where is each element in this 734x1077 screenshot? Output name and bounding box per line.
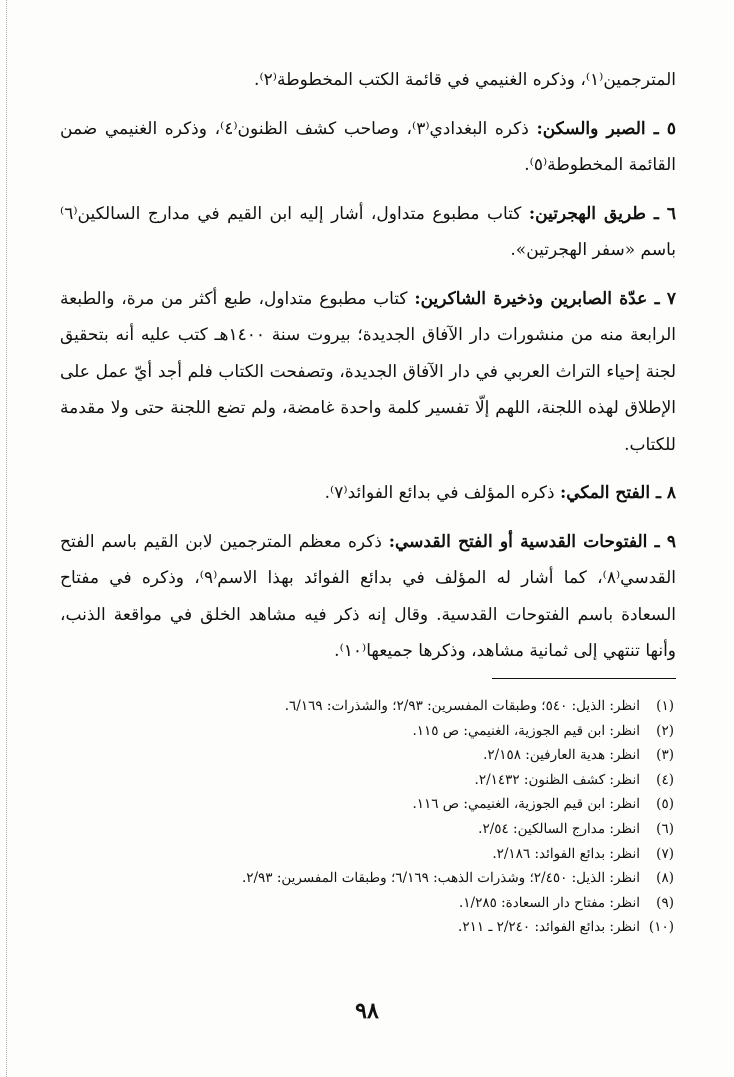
scan-edge-line <box>6 0 8 1077</box>
main-text <box>60 62 676 682</box>
paragraph-text: المترجمين⁽١⁾، وذكره الغنيمي في قائمة الكتب المخطوطة⁽٢⁾. <box>254 70 676 90</box>
footnote-item <box>60 768 674 793</box>
footnote-number: (٧) <box>656 845 674 862</box>
item-heading: ٧ ـ عدّة الصابرين وذخيرة الشاكرين: <box>414 288 677 309</box>
footnote-separator <box>492 678 676 679</box>
footnote-number: (٣) <box>656 747 674 764</box>
footnote-item <box>60 891 674 916</box>
footnote-item <box>60 842 674 867</box>
footnote-number: (٨) <box>656 870 674 887</box>
footnote-text: انظر: ابن قيم الجوزية، الغنيمي: ص ١١٥. <box>412 722 640 739</box>
footnotes-list <box>60 694 674 940</box>
paragraph-item-7 <box>60 281 676 464</box>
paragraph-intro <box>60 62 676 99</box>
footnote-item <box>60 915 674 940</box>
item-heading: ٥ ـ الصبر والسكن: <box>536 118 676 139</box>
footnote-item <box>60 719 674 744</box>
footnote-text: انظر: كشف الظنون: ٢/١٤٣٢. <box>474 771 640 788</box>
paragraph-item-6 <box>60 196 676 269</box>
footnote-text: انظر: ابن قيم الجوزية، الغنيمي: ص ١١٦. <box>412 796 640 813</box>
footnote-number: (٦) <box>656 820 674 837</box>
item-heading: ٦ ـ طريق الهجرتين: <box>528 203 676 224</box>
paragraph-item-5 <box>60 111 676 184</box>
item-heading: ٩ ـ الفتوحات القدسية أو الفتح القدسي: <box>388 531 676 552</box>
page-number: ٩٨ <box>355 998 379 1024</box>
footnote-text: انظر: مفتاح دار السعادة: ١/٢٨٥. <box>458 894 640 911</box>
footnote-item <box>60 866 674 891</box>
footnote-number: (١٠) <box>648 919 674 936</box>
footnote-number: (٤) <box>656 771 674 788</box>
footnote-number: (٢) <box>656 722 674 739</box>
paragraph-item-8 <box>60 475 676 512</box>
paragraph-text: ذكره المؤلف في بدائع الفوائد⁽٧⁾. <box>324 483 555 503</box>
paragraph-text: ذكره البغدادي⁽٣⁾، وصاحب كشف الظنون⁽٤⁾، وذكره الغنيمي ضمن القائمة المخطوطة⁽٥⁾. <box>60 118 676 175</box>
footnote-text: انظر: بدائع الفوائد: ٢/٢٤٠ ـ ٢١١. <box>458 919 640 936</box>
footnote-item <box>60 792 674 817</box>
footnote-text: انظر: بدائع الفوائد: ٢/١٨٦. <box>492 845 640 862</box>
footnote-number: (٩) <box>656 894 674 911</box>
footnote-item <box>60 743 674 768</box>
footnote-text: انظر: مدارج السالكين: ٢/٥٤. <box>478 820 640 837</box>
paragraph-item-9 <box>60 524 676 670</box>
paragraph-text: كتاب مطبوع متداول، أشار إليه ابن القيم في مدارج السالكين⁽٦⁾ باسم «سفر الهجرتين». <box>60 203 676 260</box>
paragraph-text: ذكره معظم المترجمين لابن القيم باسم الفتح القدسي⁽٨⁾، كما أشار له المؤلف في بدائع الفوائد بهذا الاسم⁽٩⁾، وذكره في مفتاح السعادة باسم الفتوحات القدسية. وقال إنه ذكر فيه مشاهد الخلق في مواقعة الذنب، وأنها تنتهي إلى ثمانية مشاهد، وذكرها جميعها⁽١٠⁾. <box>60 531 676 661</box>
footnote-number: (٥) <box>656 796 674 813</box>
item-heading: ٨ ـ الفتح المكي: <box>559 483 676 503</box>
footnote-item <box>60 817 674 842</box>
paragraph-text: كتاب مطبوع متداول، طبع أكثر من مرة، والطبعة الرابعة منه من منشورات دار الآفاق الجديدة؛ بيروت سنة ١٤٠٠هـ كتب عليه أنه بتحقيق لجنة إحياء التراث العربي في دار الآفاق الجديدة، وتصفحت الكتاب فلم أجد أيّ عمل على الإطلاق لهذه اللجنة، اللهم إلّا تفسير كلمة واحدة غامضة، ولم تضع اللجنة حتى ولا مقدمة للكتاب. <box>60 288 676 455</box>
footnote-number: (١) <box>656 698 674 714</box>
footnote-text: انظر: الذيل: ٥٤٠؛ وطبقات المفسرين: ٢/٩٣؛ والشذرات: ٦/١٦٩. <box>284 698 640 714</box>
footnote-item <box>60 694 674 719</box>
footnote-text: انظر: الذيل: ٢/٤٥٠؛ وشذرات الذهب: ٦/١٦٩؛ وطبقات المفسرين: ٢/٩٣. <box>241 870 640 887</box>
footnote-text: انظر: هدية العارفين: ٢/١٥٨. <box>483 747 640 764</box>
